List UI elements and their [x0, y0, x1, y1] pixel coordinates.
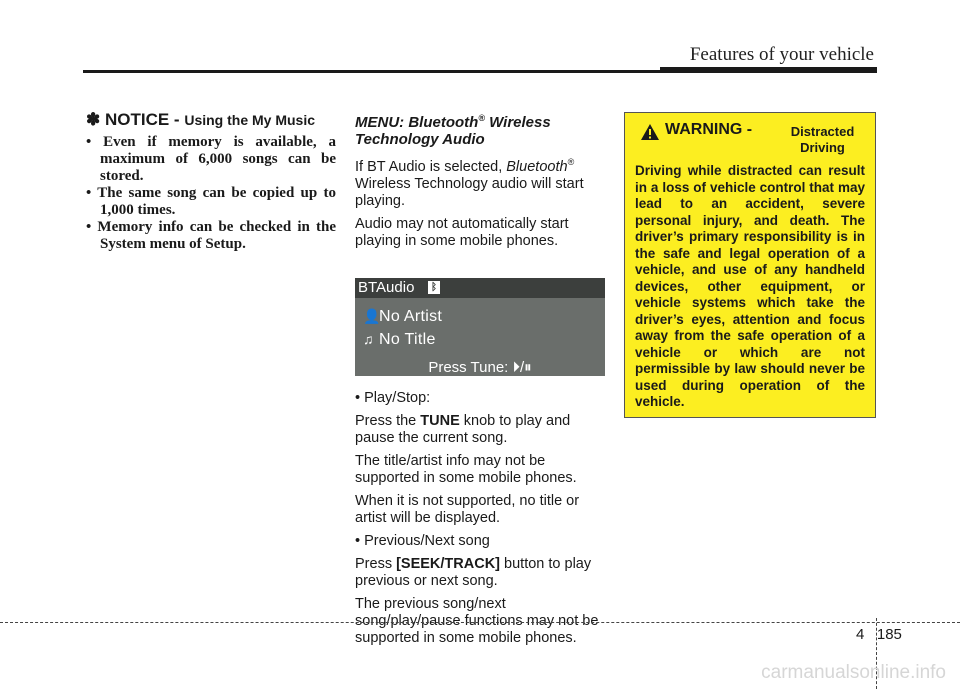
- footer-rule: [0, 622, 960, 623]
- song-title-text: No Title: [379, 330, 436, 348]
- notice-subtitle: Using the My Music: [184, 112, 316, 128]
- person-icon: 👤: [363, 307, 381, 324]
- page-number-value: 185: [876, 626, 902, 643]
- play-stop-paragraph: Press the TUNE knob to play and pause the current song.: [355, 412, 571, 446]
- prev-next-paragraph: Press [SEEK/TRACK] button to play previous or next song.: [355, 555, 592, 589]
- screen-footer: Press Tune: ⏵/⏸: [428, 358, 532, 376]
- notice-item: • Even if memory is available, a maximum of 6,000 songs can be stored.: [86, 134, 336, 184]
- notice-item: • Memory info can be checked in the System menu of Setup.: [86, 219, 336, 252]
- screen-title: BTAudio: [358, 278, 415, 296]
- artist-text: No Artist: [379, 307, 443, 325]
- header-rule-accent: [660, 67, 877, 73]
- bt-audio-section: [355, 110, 605, 653]
- title-row: [363, 331, 436, 348]
- warning-box: [624, 112, 876, 418]
- prev-next-bullet: • Previous/Next song: [355, 532, 490, 549]
- music-note-icon: ♫: [363, 330, 374, 347]
- chapter-number: 4: [856, 626, 865, 643]
- notice-item: • The same song can be copied up to 1,000 times.: [86, 185, 336, 218]
- notice-star-icon: ✽: [86, 110, 101, 129]
- warning-subtitle: Distracted Driving: [790, 124, 855, 155]
- warning-text: Driving while distracted can result in a loss of vehicle control that may lead to an accident, severe personal injury, and death. The driver’s primary responsibility is in the safe and legal operation of a vehicle, and use of any handheld devices, other equipment, or vehicle systems which take the driver’s eyes, attention and focus away from the safe operation of a vehicle or which are not permissible by law should never be used during operation of the vehicle.: [635, 163, 865, 409]
- not-supported-paragraph: When it is not supported, no title or artist will be displayed.: [355, 492, 580, 526]
- autoplay-paragraph: Audio may not automatically start playing in some mobile phones.: [355, 215, 569, 249]
- notice-label: NOTICE -: [104, 110, 185, 129]
- page-header-title: Features of your vehicle: [689, 44, 874, 65]
- artist-row: [363, 308, 442, 325]
- warning-triangle-icon: [640, 123, 660, 146]
- play-stop-bullet: • Play/Stop:: [355, 389, 431, 406]
- page-number: [856, 626, 902, 643]
- bt-audio-screen: [355, 278, 605, 376]
- watermark: carmanualsonline.info: [761, 662, 946, 683]
- notice-list: [86, 134, 336, 253]
- notice-section: [86, 110, 336, 253]
- title-info-paragraph: The title/artist info may not be supported in some mobile phones.: [355, 452, 577, 486]
- warning-label: WARNING -: [665, 121, 753, 138]
- bluetooth-icon: ᛒ: [428, 281, 440, 294]
- intro-paragraph: If BT Audio is selected, Bluetooth® Wireless Technology audio will start playing.: [355, 157, 584, 209]
- warning-header: [635, 121, 865, 157]
- notice-heading: [86, 110, 336, 130]
- menu-title: MENU: Bluetooth® Wireless Technology Audio: [355, 113, 551, 148]
- functions-support-paragraph: The previous song/next song/play/pause functions may not be supported in some mobile phones.: [355, 595, 599, 646]
